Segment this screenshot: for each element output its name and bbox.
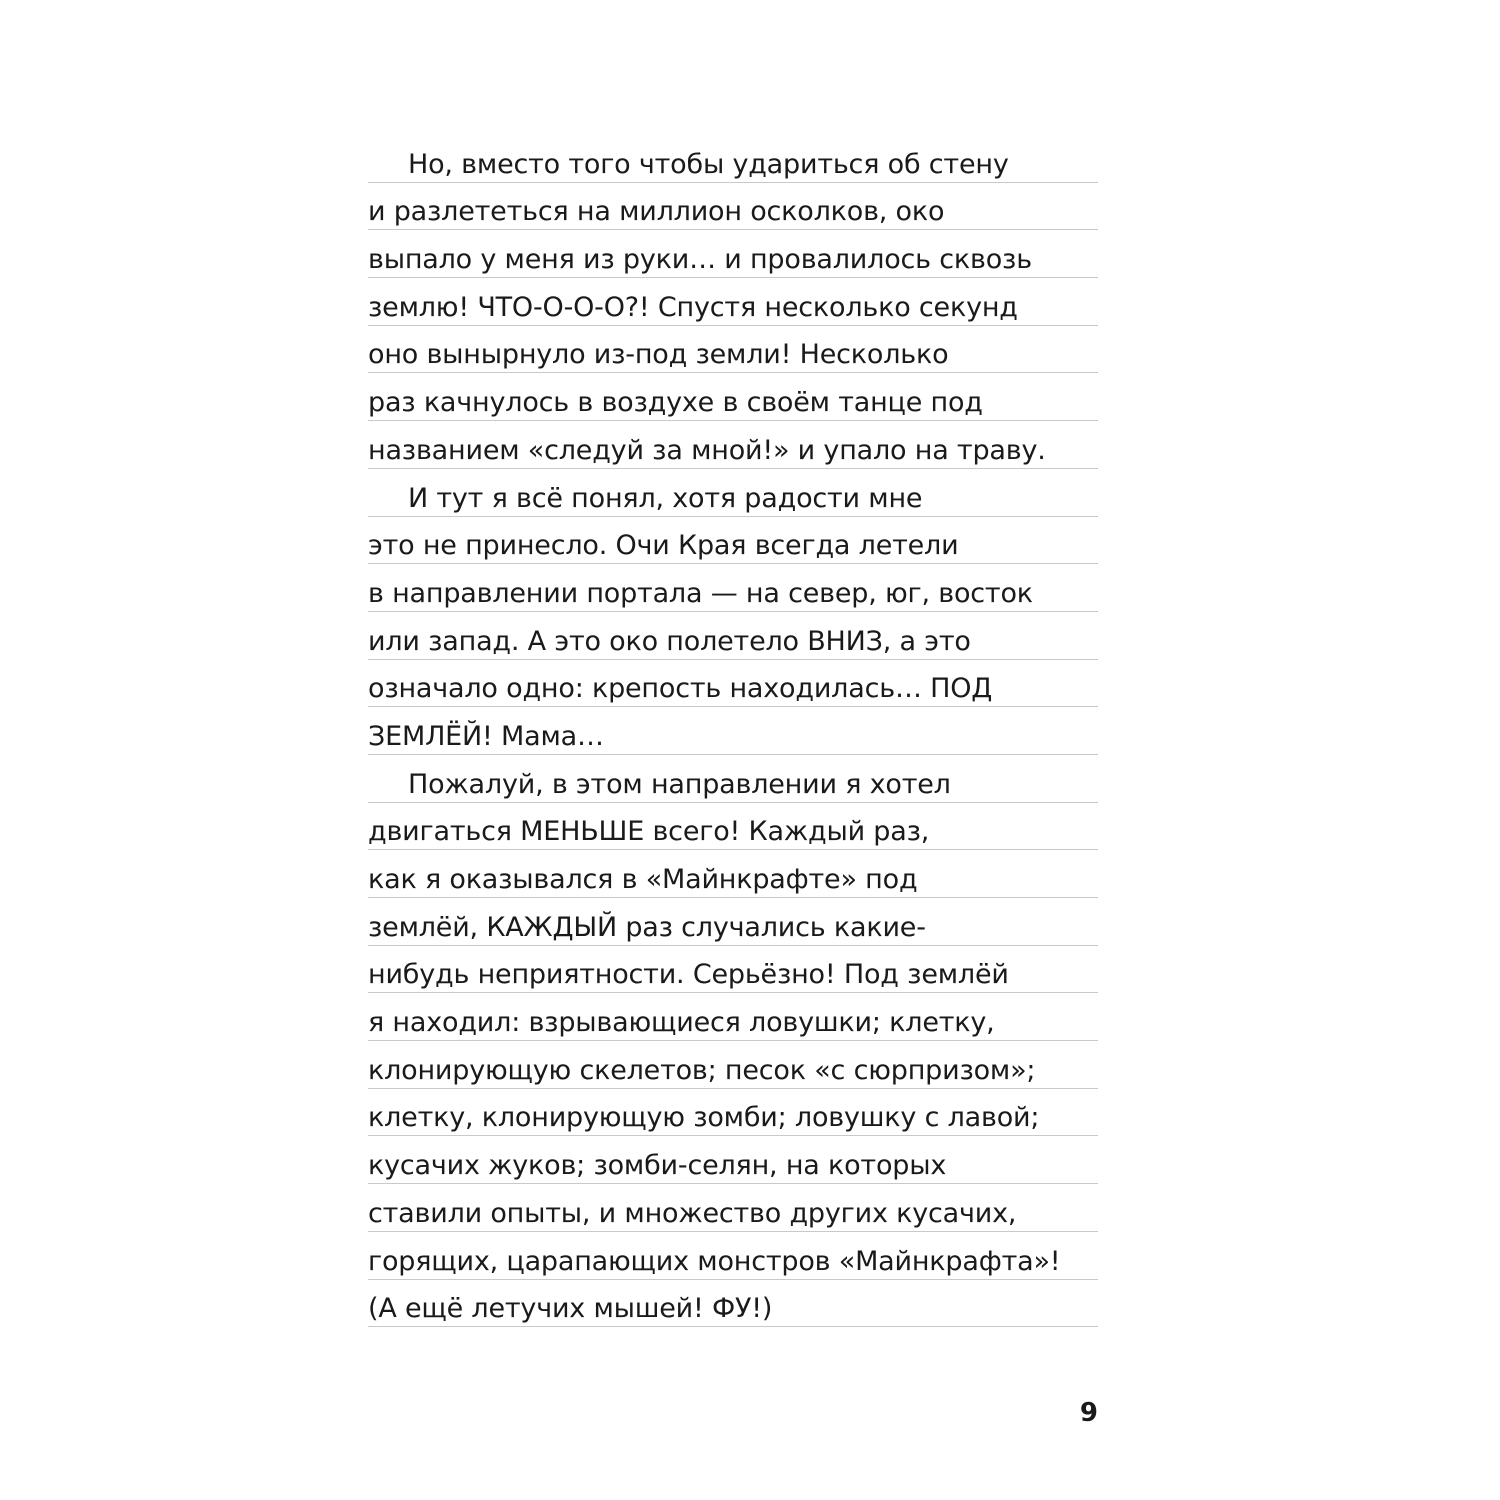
text-line xyxy=(368,1184,1098,1232)
line-text: выпало у меня из руки… и провалилось сквозь xyxy=(368,244,1032,276)
text-line xyxy=(368,1041,1098,1089)
line-text: ЗЕМЛЁЙ! Мама… xyxy=(368,720,604,752)
text-line xyxy=(368,707,1098,755)
line-text: землёй, КАЖДЫЙ раз случались какие- xyxy=(368,911,926,943)
text-line xyxy=(368,326,1098,374)
text-line xyxy=(368,373,1098,421)
line-text: клетку, клонирующую зомби; ловушку с лавой; xyxy=(368,1102,1040,1134)
line-text: И тут я всё понял, хотя радости мне xyxy=(408,482,923,514)
text-line xyxy=(368,993,1098,1041)
text-line xyxy=(368,612,1098,660)
line-text: ставили опыты, и множество других кусачих, xyxy=(368,1197,1017,1229)
text-line xyxy=(368,564,1098,612)
text-line xyxy=(368,946,1098,994)
line-text: раз качнулось в воздухе в своём танце под xyxy=(368,387,983,419)
line-text: оно вынырнуло из-под земли! Несколько xyxy=(368,339,949,371)
line-text: землю! ЧТО-О-О-О?! Спустя несколько секунд xyxy=(368,291,1018,323)
lined-text-block xyxy=(368,135,1098,1327)
text-line xyxy=(368,469,1098,517)
line-text: или запад. А это око полетело ВНИЗ, а это xyxy=(368,625,971,657)
text-line xyxy=(368,278,1098,326)
line-text: нибудь неприятности. Серьёзно! Под землёй xyxy=(368,959,1009,991)
text-line xyxy=(368,660,1098,708)
line-text: Но, вместо того чтобы удариться об стену xyxy=(408,148,1009,180)
text-line xyxy=(368,183,1098,231)
text-line xyxy=(368,517,1098,565)
line-text: Пожалуй, в этом направлении я хотел xyxy=(408,768,951,800)
text-line xyxy=(368,755,1098,803)
text-line xyxy=(368,1089,1098,1137)
line-text: и разлететься на миллион осколков, око xyxy=(368,196,945,228)
line-text: это не принесло. Очи Края всегда летели xyxy=(368,530,959,562)
text-line xyxy=(368,1232,1098,1280)
text-line xyxy=(368,1280,1098,1328)
line-text: кусачих жуков; зомби-селян, на которых xyxy=(368,1150,947,1182)
text-line xyxy=(368,421,1098,469)
line-text: клонирующую скелетов; песок «с сюрпризом»; xyxy=(368,1054,1036,1086)
text-line xyxy=(368,1136,1098,1184)
line-text: в направлении портала — на север, юг, восток xyxy=(368,577,1033,609)
line-text: как я оказывался в «Майнкрафте» под xyxy=(368,864,918,895)
text-line xyxy=(368,898,1098,946)
text-line xyxy=(368,803,1098,851)
line-text: означало одно: крепость находилась… ПОД xyxy=(368,673,993,705)
line-text: названием «следуй за мной!» и упало на траву. xyxy=(368,434,1046,466)
line-text: двигаться МЕНЬШЕ всего! Каждый раз, xyxy=(368,816,930,848)
line-text: горящих, царапающих монстров «Майнкрафта»! xyxy=(368,1245,1061,1277)
text-line xyxy=(368,850,1098,898)
text-line xyxy=(368,135,1098,183)
line-text: я находил: взрывающиеся ловушки; клетку, xyxy=(368,1007,995,1039)
page-number: 9 xyxy=(1079,1398,1098,1428)
line-text: (А ещё летучих мышей! ФУ!) xyxy=(368,1293,773,1325)
text-line xyxy=(368,230,1098,278)
